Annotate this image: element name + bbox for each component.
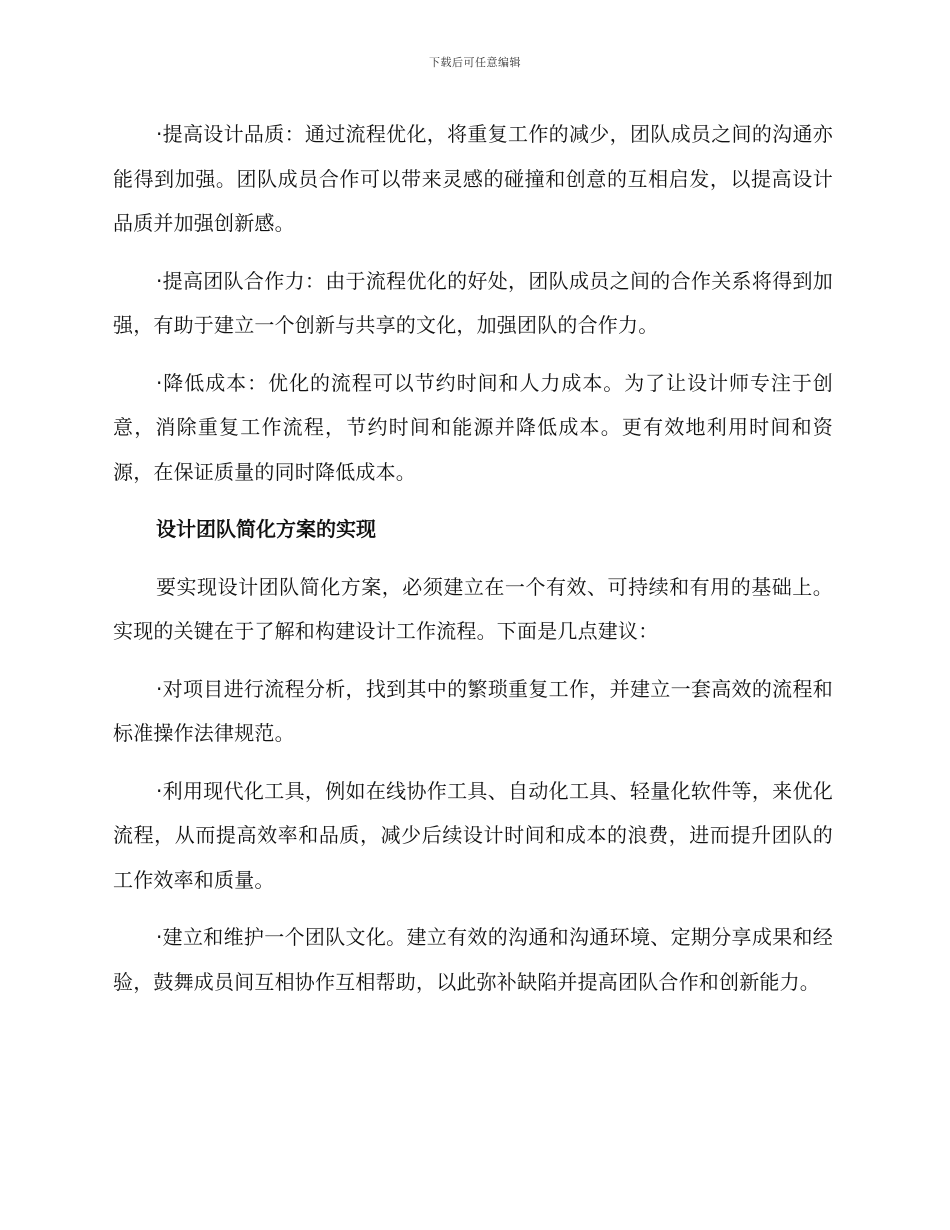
section-heading: 设计团队简化方案的实现 (156, 517, 376, 541)
paragraph-process-analysis: ·对项目进行流程分析，找到其中的繁琐重复工作，并建立一套高效的流程和标准操作法律规范。 (113, 676, 833, 745)
paragraph-modern-tools: ·利用现代化工具，例如在线协作工具、自动化工具、轻量化软件等，来优化流程，从而提高效率和品质，减少后续设计时间和成本的浪费，进而提升团队的工作效率和质量。 (113, 778, 833, 892)
document-body (113, 112, 833, 1017)
paragraph-reduce-cost: ·降低成本：优化的流程可以节约时间和人力成本。为了让设计师专注于创意，消除重复工作流程，节约时间和能源并降低成本。更有效地利用时间和资源，在保证质量的同时降低成本。 (113, 370, 833, 484)
paragraph-improve-teamwork: ·提高团队合作力：由于流程优化的好处，团队成员之间的合作关系将得到加强，有助于建立一个创新与共享的文化，加强团队的合作力。 (113, 268, 833, 337)
paragraph-improve-design-quality: ·提高设计品质：通过流程优化，将重复工作的减少，团队成员之间的沟通亦能得到加强。团队成员合作可以带来灵感的碰撞和创意的互相启发，以提高设计品质并加强创新感。 (113, 122, 833, 235)
paragraph-team-culture: ·建立和维护一个团队文化。建立有效的沟通和沟通环境、定期分享成果和经验，鼓舞成员间互相协作互相帮助，以此弥补缺陷并提高团队合作和创新能力。 (113, 925, 833, 994)
page-header: 下载后可任意编辑 (429, 56, 521, 69)
paragraph-implementation-intro: 要实现设计团队简化方案，必须建立在一个有效、可持续和有用的基础上。实现的关键在于了解和构建设计工作流程。下面是几点建议： (113, 574, 833, 643)
